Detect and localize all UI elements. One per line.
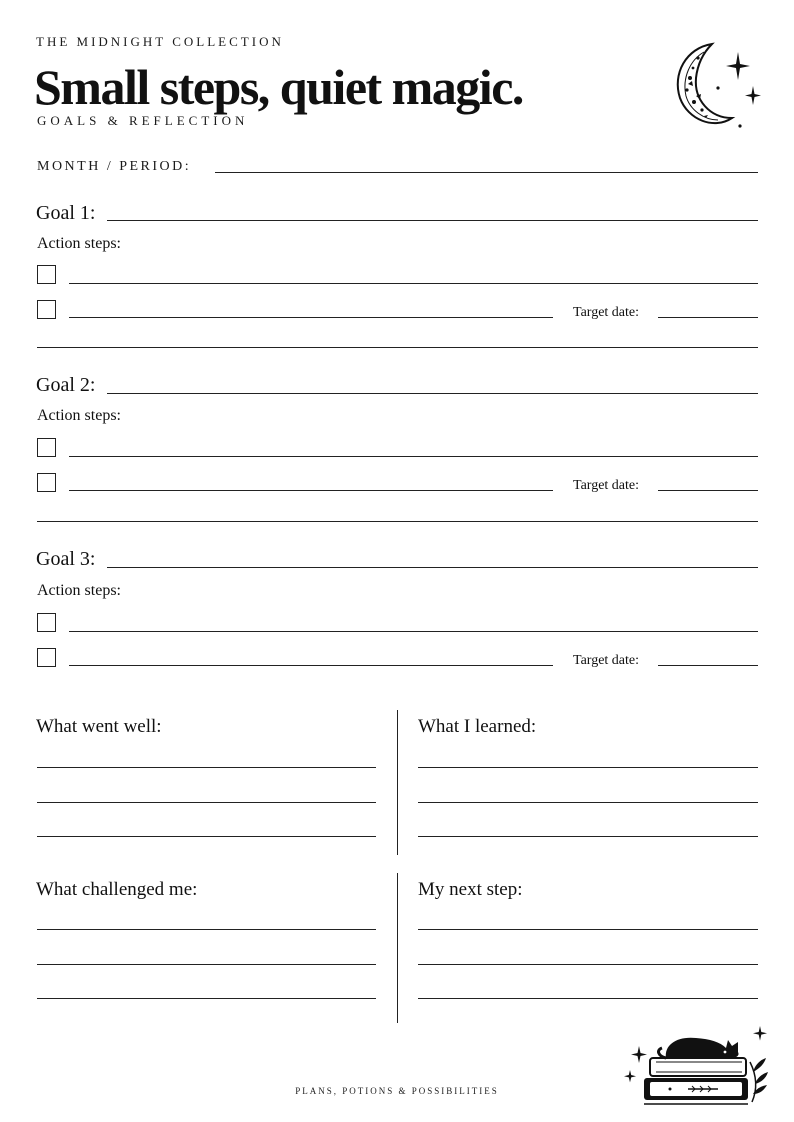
goal-3-step-2-checkbox[interactable] xyxy=(37,648,56,667)
goal-2-step-1-checkbox[interactable] xyxy=(37,438,56,457)
went-well-heading: What went well: xyxy=(36,716,162,737)
goal-1-action-label: Action steps: xyxy=(37,235,121,252)
learned-line[interactable] xyxy=(418,802,758,803)
goal-2-target-date-line[interactable] xyxy=(658,490,758,491)
month-period-label: MONTH / PERIOD: xyxy=(37,159,192,174)
crescent-moon-icon xyxy=(660,38,770,138)
challenged-heading: What challenged me: xyxy=(36,879,198,900)
goal-1-step-2-line[interactable] xyxy=(69,317,553,318)
goal-2-action-label: Action steps: xyxy=(37,407,121,424)
goal-3-line[interactable] xyxy=(107,567,758,568)
goal-3-label: Goal 3: xyxy=(36,548,96,570)
goal-3-step-2-line[interactable] xyxy=(69,665,553,666)
went-well-line[interactable] xyxy=(37,767,376,768)
goal-1-line[interactable] xyxy=(107,220,758,221)
goal-2-step-2-checkbox[interactable] xyxy=(37,473,56,492)
sparkle-icon xyxy=(726,52,750,80)
reflection-divider-bottom xyxy=(397,873,398,1023)
goal-1-divider xyxy=(37,347,758,348)
learned-line[interactable] xyxy=(418,836,758,837)
next-step-line[interactable] xyxy=(418,929,758,930)
month-period-line[interactable] xyxy=(215,172,758,173)
goal-3-target-date-label: Target date: xyxy=(573,653,640,668)
goal-2-target-date-label: Target date: xyxy=(573,478,640,493)
went-well-line[interactable] xyxy=(37,836,376,837)
goal-2-line[interactable] xyxy=(107,393,758,394)
next-step-heading: My next step: xyxy=(418,879,523,900)
learned-heading: What I learned: xyxy=(418,716,537,737)
next-step-line[interactable] xyxy=(418,964,758,965)
goal-1-target-date-label: Target date: xyxy=(573,305,640,320)
page-subtitle: GOALS & REFLECTION xyxy=(37,113,249,128)
reflection-divider-top xyxy=(397,710,398,855)
learned-line[interactable] xyxy=(418,767,758,768)
goal-1-label: Goal 1: xyxy=(36,202,96,224)
footer-tagline: PLANS, POTIONS & POSSIBILITIES xyxy=(295,1086,499,1096)
collection-label: THE MIDNIGHT COLLECTION xyxy=(36,34,284,49)
goal-3-step-1-line[interactable] xyxy=(69,631,758,632)
goal-1-step-2-checkbox[interactable] xyxy=(37,300,56,319)
goal-3-target-date-line[interactable] xyxy=(658,665,758,666)
challenged-line[interactable] xyxy=(37,964,376,965)
goal-3-step-1-checkbox[interactable] xyxy=(37,613,56,632)
goal-1-step-1-checkbox[interactable] xyxy=(37,265,56,284)
challenged-line[interactable] xyxy=(37,929,376,930)
goal-3-action-label: Action steps: xyxy=(37,582,121,599)
went-well-line[interactable] xyxy=(37,802,376,803)
goal-1-target-date-line[interactable] xyxy=(658,317,758,318)
goal-2-step-2-line[interactable] xyxy=(69,490,553,491)
goal-2-divider xyxy=(37,521,758,522)
goal-1-step-1-line[interactable] xyxy=(69,283,758,284)
goal-2-step-1-line[interactable] xyxy=(69,456,758,457)
cat-on-books-icon xyxy=(622,1022,772,1112)
next-step-line[interactable] xyxy=(418,998,758,999)
challenged-line[interactable] xyxy=(37,998,376,999)
page-title: Small steps, quiet magic. xyxy=(34,59,523,115)
goal-2-label: Goal 2: xyxy=(36,374,96,396)
